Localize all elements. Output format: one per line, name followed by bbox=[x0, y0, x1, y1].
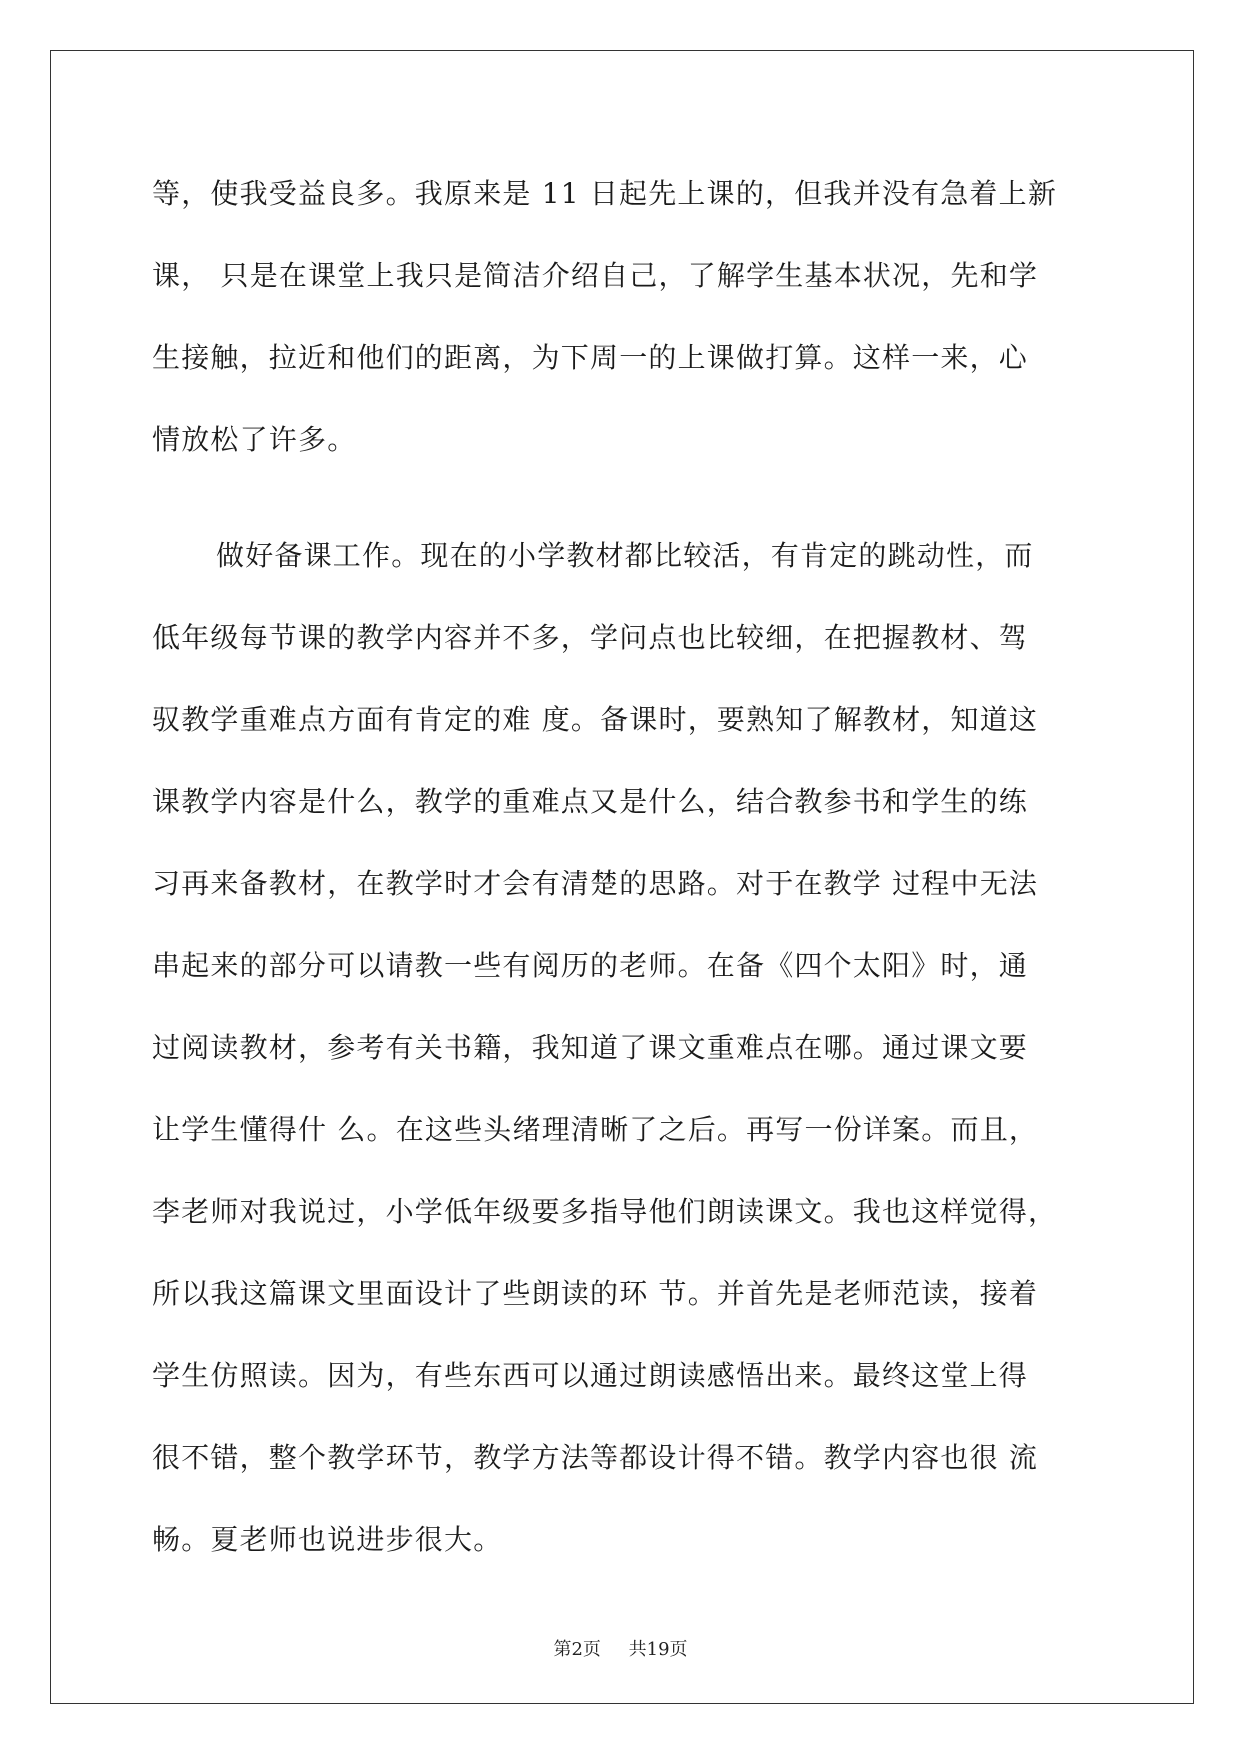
page-footer bbox=[0, 1635, 1241, 1661]
text-line: 做好备课工作。现在的小学教材都比较活，有肯定的跳动性，而 bbox=[216, 539, 1034, 572]
text-line: 串起来的部分可以请教一些有阅历的老师。在备《四个太阳》时，通 bbox=[152, 949, 1029, 982]
page-number: 第2页 bbox=[553, 1639, 601, 1660]
text-line: 习再来备教材，在教学时才会有清楚的思路。对于在教学 过程中无法 bbox=[152, 867, 1039, 900]
paragraph-2 bbox=[152, 526, 1092, 1592]
text-line: 过阅读教材，参考有关书籍，我知道了课文重难点在哪。通过课文要 bbox=[152, 1031, 1029, 1064]
text-line: 低年级每节课的教学内容并不多，学问点也比较细，在把握教材、驾 bbox=[152, 621, 1029, 654]
document-body bbox=[152, 164, 1092, 1592]
text-line: 李老师对我说过，小学低年级要多指导他们朗读课文。我也这样觉得， bbox=[152, 1195, 1058, 1228]
paragraph-spacer bbox=[152, 492, 1092, 526]
text-line: 课教学内容是什么，教学的重难点又是什么，结合教参书和学生的练 bbox=[152, 785, 1029, 818]
text-line: 学生仿照读。因为，有些东西可以通过朗读感悟出来。最终这堂上得 bbox=[152, 1359, 1029, 1392]
text-line: 情放松了许多。 bbox=[152, 423, 357, 456]
page-total: 共19页 bbox=[628, 1639, 688, 1660]
text-line: 畅。夏老师也说进步很大。 bbox=[152, 1523, 503, 1556]
text-line: 很不错，整个教学环节，教学方法等都设计得不错。教学内容也很 流 bbox=[152, 1441, 1039, 1474]
paragraph-1 bbox=[152, 164, 1092, 492]
text-line: 驭教学重难点方面有肯定的难 度。备课时，要熟知了解教材，知道这 bbox=[152, 703, 1039, 736]
text-line: 让学生懂得什 么。在这些头绪理清晰了之后。再写一份详案。而且， bbox=[152, 1113, 1039, 1146]
text-line: 所以我这篇课文里面设计了些朗读的环 节。并首先是老师范读，接着 bbox=[152, 1277, 1039, 1310]
text-line: 等，使我受益良多。我原来是 11 日起先上课的，但我并没有急着上新 bbox=[152, 177, 1058, 210]
text-line: 课， 只是在课堂上我只是简洁介绍自己，了解学生基本状况，先和学 bbox=[152, 259, 1039, 292]
text-line: 生接触，拉近和他们的距离，为下周一的上课做打算。这样一来，心 bbox=[152, 341, 1029, 374]
